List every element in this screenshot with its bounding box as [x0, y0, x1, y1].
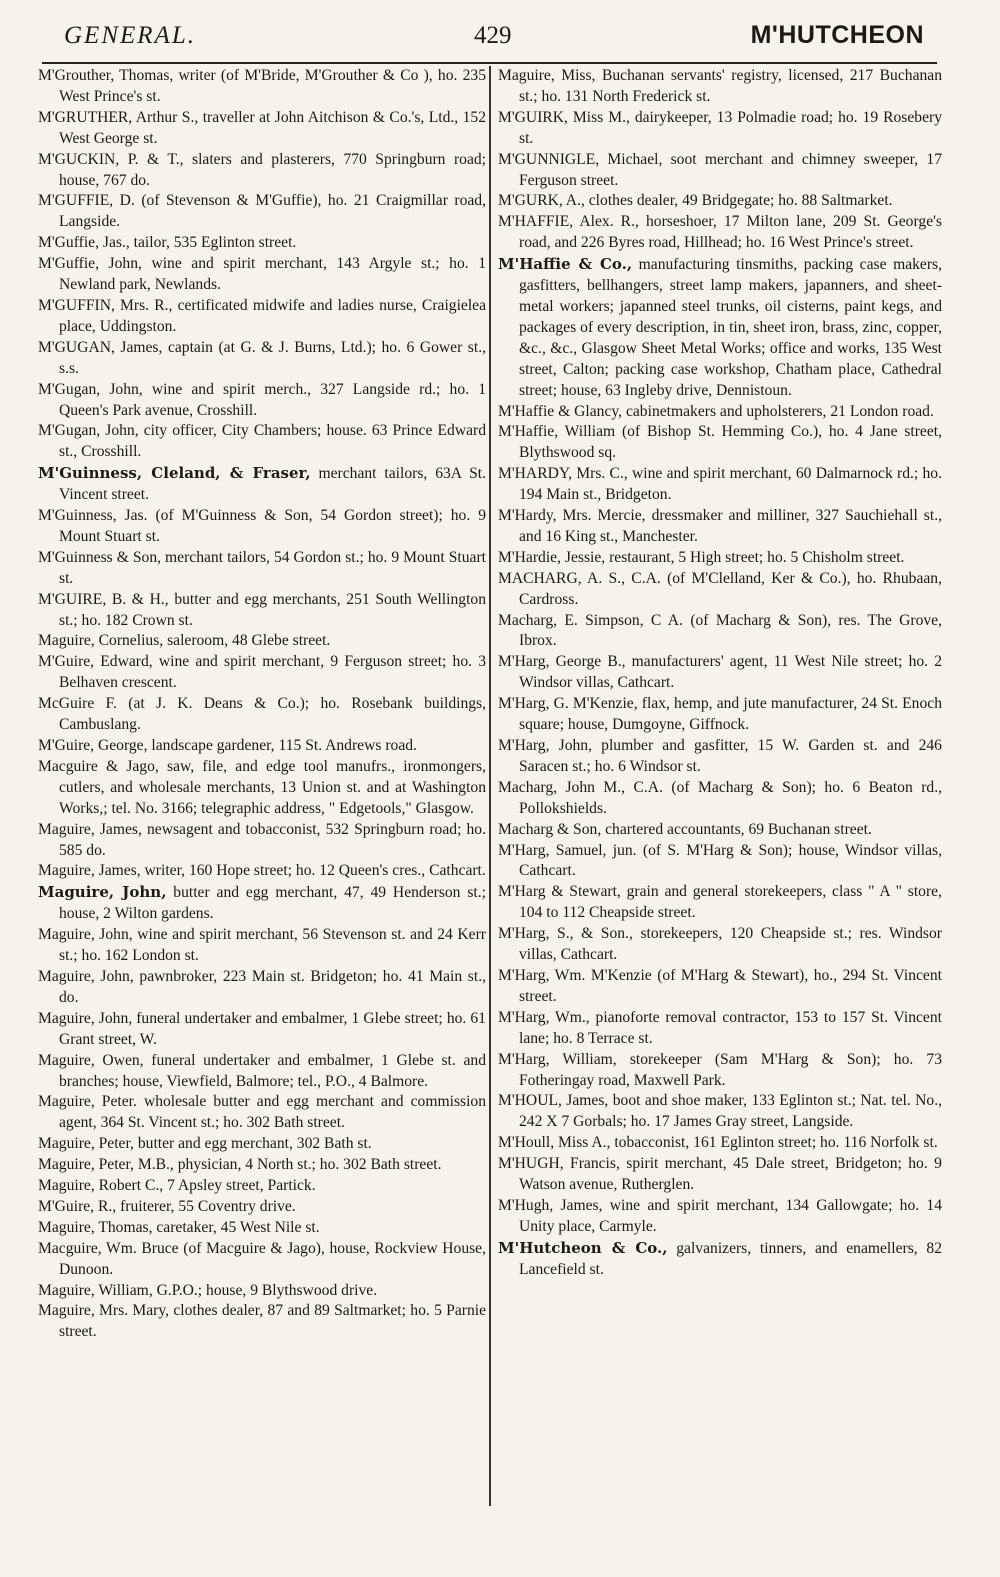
entry-name: Maguire, William,	[38, 1281, 153, 1299]
entry-name: Maguire, John,	[38, 1009, 133, 1027]
entry-details: clothes dealer, 49 Bridgegate; ho. 88 Saltmarket.	[588, 192, 893, 210]
column-divider	[489, 66, 491, 1506]
entry-details: caretaker, 45 West Nile st.	[156, 1218, 320, 1236]
directory-entry	[498, 548, 942, 569]
entry-name: Macharg, E. Simpson, C A.	[498, 611, 683, 629]
directory-entry	[498, 464, 942, 506]
entry-details: restaurant, 5 High street; ho. 5 Chisholm street.	[609, 548, 905, 566]
entry-name: Maguire, Thomas,	[38, 1218, 153, 1236]
section-title: GENERAL.	[64, 22, 196, 49]
left-column	[38, 66, 486, 1343]
directory-entry	[38, 1218, 486, 1239]
directory-entry	[38, 1176, 486, 1197]
entry-name: M'GUFFIE, D.	[38, 192, 135, 210]
entry-details: funeral undertaker and embalmer, 1 Glebe st. and branches; house, Viewfield, Balmore; tel., P.O., 4 Balmore.	[59, 1051, 486, 1090]
entry-details: galvanizers, tinners, and enamellers, 82 Lancefield st.	[519, 1239, 942, 1278]
entry-name: M'Haffie & Co.,	[498, 255, 633, 274]
directory-entry	[498, 736, 942, 778]
entry-details: slaters and plasterers, 770 Springburn road; house, 767 do.	[59, 150, 487, 189]
entry-name: M'Guinness & Son,	[38, 548, 162, 566]
entry-details: (of Bishop St. Hemming Co.), ho. 4 Jane street, Blythswood sq.	[519, 423, 942, 462]
entry-details: chartered accountants, 69 Buchanan street.	[605, 820, 872, 838]
directory-entry	[38, 191, 486, 233]
entry-name: M'Harg, Wm. M'Kenzie	[498, 966, 652, 984]
entry-name: Macharg, John M., C.A.	[498, 778, 663, 796]
entry-details: flax, hemp, and jute manufacturer, 24 St. Enoch square; house, Dumgoyne, Giffnock.	[519, 695, 942, 734]
entry-name: M'Harg, S., & Son.,	[498, 925, 633, 943]
directory-entry	[498, 402, 942, 423]
page-header	[54, 18, 924, 58]
entry-name: M'Harg, William,	[498, 1050, 617, 1068]
entry-details: (at J. K. Deans & Co.); ho. Rosebank buildings, Cambuslang.	[59, 695, 487, 734]
entry-details: wine and spirit merchant, 60 Dalmarnock rd.; ho. 194 Main st., Bridgeton.	[519, 465, 942, 504]
entry-name: Maguire, John,	[38, 883, 167, 902]
entry-details: butter and egg merchants, 251 South Wellington st.; ho. 182 Crown st.	[59, 590, 486, 629]
entry-details: landscape gardener, 115 St. Andrews road.	[151, 737, 417, 754]
entry-details: boot and shoe maker, 133 Eglinton st.; Nat. tel. No., 242 X 7 Gorbals; ho. 17 James Gray street, Langside.	[519, 1092, 942, 1131]
entry-details: wholesale butter and egg merchant and commission agent, 364 St. Vincent st.; ho. 302 Bath street.	[59, 1093, 487, 1132]
directory-entry	[38, 1239, 486, 1281]
entry-name: M'Hugh, James,	[498, 1196, 603, 1214]
entry-details: (of M'Guinness & Son, 54 Gordon street); ho. 9 Mount Stuart st.	[59, 507, 486, 545]
entry-name: M'Harg, Samuel, jun.	[498, 841, 637, 859]
directory-entry	[498, 108, 942, 150]
entry-name: M'Hardie, Jessie,	[498, 548, 606, 566]
entry-name: McGuire F.	[38, 695, 117, 713]
directory-entry	[38, 548, 486, 590]
directory-entry	[498, 150, 942, 192]
entry-name: Macguire & Jago,	[38, 757, 159, 775]
entry-details: Buchanan servants' registry, licensed, 217 Buchanan st.; ho. 131 North Frederick st.	[519, 67, 943, 105]
directory-entry	[38, 1009, 486, 1051]
entry-name: Maguire, Peter, M.B.,	[38, 1156, 174, 1174]
directory-entry	[38, 925, 486, 967]
entry-details: plumber and gasfitter, 15 W. Garden st. and 246 Saracen st.; ho. 6 Windsor st.	[519, 737, 942, 775]
right-column	[498, 66, 942, 1281]
entry-details: (of S. M'Harg & Son); house, Windsor villas, Cathcart.	[519, 841, 942, 880]
entry-details: funeral undertaker and embalmer, 1 Glebe street; ho. 61 Grant street, W.	[59, 1009, 486, 1048]
entry-details: captain (at G. & J. Burns, Ltd.); ho. 6 Gower st., s.s.	[59, 338, 486, 377]
directory-entry	[38, 757, 486, 820]
entry-name: M'Hardy, Mrs. Mercie,	[498, 507, 646, 525]
directory-entry	[38, 1281, 486, 1302]
entry-name: Macguire, Wm. Bruce	[38, 1239, 179, 1257]
entry-details: certificated midwife and ladies nurse, Craigielea place, Uddingston.	[59, 296, 486, 335]
directory-entry	[498, 254, 942, 401]
entry-details: manufacturing tinsmiths, packing case makers, gasfitters, bellhangers, street lamp makers, japanners, and sheet-metal workers; japanned steel trunks, oil cisterns, paint kegs, and packages of every description, in tin, sheet iron, brass, zinc, copper, &c., &c., Glasgow Sheet Metal Works; office and works, 135 West street, Calton; packing case workshop, Chatham place, Cathedral street; house, 63 Ingleby drive, Dennistoun.	[519, 256, 942, 399]
entry-details: soot merchant and chimney sweeper, 17 Ferguson street.	[519, 150, 942, 189]
directory-entry	[38, 296, 486, 338]
header-rule	[42, 62, 937, 64]
entry-name: M'Houll, Miss A.,	[498, 1134, 611, 1152]
directory-entry	[38, 254, 486, 296]
directory-entry	[498, 841, 942, 883]
entry-name: M'GUIRK, Miss M.,	[498, 108, 630, 126]
entry-details: grain and general storekeepers, class " A " store, 104 to 112 Cheapside street.	[519, 883, 942, 922]
directory-entry	[38, 820, 486, 862]
entry-name: M'GUIRE, B. & H.,	[38, 590, 169, 608]
directory-entry	[498, 506, 942, 548]
directory-entry	[498, 924, 942, 966]
entry-details: physician, 4 North st.; ho. 302 Bath street.	[177, 1156, 442, 1174]
entry-details: traveller at John Aitchison & Co.'s, Ltd., 152 West George st.	[59, 108, 486, 147]
entry-name: Maguire, Mrs. Mary,	[38, 1302, 170, 1320]
directory-entry	[498, 191, 942, 212]
entry-details: saw, file, and edge tool manufrs., ironmongers, cutlers, and wholesale merchants, 13 Union st. and at Washington Works,; tel. No. 3166; telegraphic address, " Edgetools," Glasgow.	[59, 757, 487, 817]
directory-entry	[38, 421, 486, 463]
entry-details: saleroom, 48 Glebe street.	[167, 632, 331, 650]
directory-entry	[38, 1092, 486, 1134]
entry-details: wine and spirit merchant, 56 Stevenson st. and 24 Kerr st.; ho. 162 London st.	[59, 926, 486, 965]
entry-name: M'Harg, John,	[498, 737, 592, 754]
entry-details: spirit merchant, 45 Dale street, Bridgeton; ho. 9 Watson avenue, Rutherglen.	[519, 1155, 942, 1194]
directory-entry	[38, 150, 486, 192]
entry-details: storekeeper (Sam M'Harg & Son); ho. 73 Fotheringay road, Maxwell Park.	[519, 1050, 943, 1089]
entry-details: storekeepers, 120 Cheapside st.; res. Windsor villas, Cathcart.	[519, 925, 942, 964]
entry-details: pawnbroker, 223 Main st. Bridgeton; ho. 41 Main st., do.	[59, 967, 486, 1006]
running-head: M'HUTCHEON	[750, 21, 924, 49]
entry-name: M'Guinness, Cleland, & Fraser,	[38, 464, 311, 483]
entry-details: cabinetmakers and upholsterers, 21 London road.	[625, 402, 934, 420]
entry-name: Maguire, Robert C.,	[38, 1177, 164, 1195]
entry-name: M'GRUTHER, Arthur S.,	[38, 108, 199, 126]
directory-entry	[38, 861, 486, 882]
entry-details: tobacconist, 161 Eglinton street; ho. 116 Norfolk st.	[614, 1134, 938, 1152]
entry-details: (of M'Clelland, Ker & Co.), ho. Rhubaan, Cardross.	[519, 569, 942, 608]
entry-name: Maguire, Miss,	[498, 67, 596, 84]
directory-entry	[38, 1134, 486, 1155]
entry-details: (of M'Harg & Stewart), ho., 294 St. Vincent street.	[519, 966, 942, 1005]
directory-entry	[38, 66, 486, 108]
directory-entry	[498, 778, 942, 820]
directory-entry	[498, 1238, 942, 1281]
entry-details: clothes dealer, 87 and 89 Saltmarket; ho. 5 Parnie street.	[59, 1302, 487, 1341]
entry-details: newsagent and tobacconist, 532 Springburn road; ho. 585 do.	[59, 820, 487, 859]
entry-details: manufacturers' agent, 11 West Nile street; ho. 2 Windsor villas, Cathcart.	[519, 653, 942, 692]
directory-entry	[498, 820, 942, 841]
directory-entry	[498, 1133, 942, 1154]
directory-entry	[38, 506, 486, 548]
entry-name: Maguire, John,	[38, 967, 134, 985]
directory-entry	[38, 590, 486, 632]
entry-name: M'Harg, G. M'Kenzie,	[498, 695, 638, 713]
entry-name: M'Guffie, John,	[38, 255, 142, 273]
entry-details: pianoforte removal contractor, 153 to 157 St. Vincent lane; ho. 8 Terrace st.	[519, 1008, 942, 1047]
entry-name: M'Guinness, Jas.	[38, 507, 148, 525]
entry-name: M'GUGAN, James,	[38, 338, 163, 356]
entry-name: M'HUGH, Francis,	[498, 1155, 620, 1173]
entry-name: M'Haffie, William	[498, 423, 616, 441]
directory-entry	[498, 422, 942, 464]
entry-details: wine and spirit merch., 327 Langside rd.; ho. 1 Queen's Park avenue, Crosshill.	[59, 380, 487, 419]
entry-name: M'GUFFIN, Mrs. R.,	[38, 296, 173, 314]
entry-name: M'Guire, George,	[38, 737, 148, 754]
entry-details: merchant tailors, 54 Gordon st.; ho. 9 Mount Stuart st.	[59, 548, 486, 587]
directory-entry	[498, 1091, 942, 1133]
entry-details: butter and egg merchant, 302 Bath st.	[137, 1135, 372, 1153]
entry-name: M'GUNNIGLE, Michael,	[498, 150, 663, 168]
entry-name: M'HOUL, James,	[498, 1092, 609, 1110]
entry-name: Maguire, James,	[38, 862, 141, 880]
entry-details: fruiterer, 55 Coventry drive.	[120, 1197, 296, 1215]
entry-name: M'HARDY, Mrs. C.,	[498, 465, 628, 483]
directory-entry	[38, 694, 486, 736]
directory-entry	[498, 66, 942, 108]
directory-entry	[498, 611, 942, 653]
entry-name: Maguire, John,	[38, 926, 133, 944]
entry-details: writer, 160 Hope street; ho. 12 Queen's cres., Cathcart.	[144, 862, 486, 880]
directory-entry	[38, 631, 486, 652]
entry-details: wine and spirit merchant, 143 Argyle st.; ho. 1 Newland park, Newlands.	[59, 255, 487, 294]
entry-name: M'HAFFIE, Alex. R.,	[498, 213, 639, 231]
entry-details: G.P.O.; house, 9 Blythswood drive.	[156, 1281, 378, 1299]
entry-name: Maguire, Peter,	[38, 1135, 134, 1153]
entry-name: M'Hutcheon & Co.,	[498, 1238, 668, 1257]
entry-name: M'Harg, George B.,	[498, 653, 626, 671]
entry-details: tailor, 535 Eglinton street.	[133, 234, 297, 252]
directory-entry	[498, 966, 942, 1008]
entry-details: (of Macharg & Son), res. The Grove, Ibrox.	[519, 611, 942, 650]
entry-details: merchant tailors, 63A St. Vincent street.	[59, 465, 487, 504]
entry-details: 7 Apsley street, Partick.	[167, 1177, 316, 1195]
entry-name: Maguire, Cornelius,	[38, 632, 164, 650]
entry-name: M'Guire, R.,	[38, 1197, 117, 1215]
directory-entry	[498, 652, 942, 694]
directory-entry	[498, 1050, 942, 1092]
directory-entry	[38, 736, 486, 757]
entry-name: M'Gugan, John,	[38, 422, 139, 440]
entry-details: dressmaker and milliner, 327 Sauchiehall st., and 16 King st., Manchester.	[519, 507, 942, 545]
directory-entry	[498, 1154, 942, 1196]
entry-name: M'Harg, Wm.,	[498, 1008, 590, 1026]
entry-details: wine and spirit merchant, 134 Gallowgate; ho. 14 Unity place, Carmyle.	[519, 1196, 942, 1235]
directory-entry	[498, 882, 942, 924]
entry-name: Maguire, James,	[38, 820, 142, 838]
entry-name: Macharg & Son,	[498, 820, 602, 838]
directory-entry	[498, 212, 942, 254]
directory-entry	[38, 108, 486, 150]
entry-details: dairykeeper, 13 Polmadie road; ho. 19 Rosebery st.	[519, 108, 942, 147]
directory-entry	[38, 233, 486, 254]
entry-name: M'Gugan, John,	[38, 380, 143, 398]
entry-name: Maguire, Peter.	[38, 1093, 137, 1111]
entry-name: M'Guire, Edward,	[38, 653, 153, 671]
entry-details: wine and spirit merchant, 9 Ferguson street; ho. 3 Belhaven crescent.	[59, 653, 486, 692]
entry-name: M'Grouther, Thomas,	[38, 67, 174, 84]
entry-details: city officer, City Chambers; house. 63 Prince Edward st., Crosshill.	[59, 422, 486, 461]
directory-entry	[38, 1301, 486, 1343]
entry-details: (of Macharg & Son); ho. 6 Beaton rd., Pollokshields.	[519, 778, 942, 817]
entry-name: Maguire, Owen,	[38, 1051, 144, 1069]
entry-name: M'GUCKIN, P. & T.,	[38, 150, 184, 168]
page-number: 429	[474, 22, 512, 49]
entry-name: M'Harg & Stewart,	[498, 883, 621, 901]
directory-entry	[498, 569, 942, 611]
entry-name: MACHARG, A. S., C.A.	[498, 569, 661, 587]
directory-entry	[498, 1008, 942, 1050]
directory-entry	[38, 1197, 486, 1218]
directory-entry	[38, 338, 486, 380]
entry-details: horseshoer, 17 Milton lane, 209 St. George's road, and 226 Byres road, Hillhead; ho. 16 West Prince's street.	[519, 213, 942, 252]
directory-entry	[38, 652, 486, 694]
directory-entry	[38, 1155, 486, 1176]
entry-name: M'Haffie & Glancy,	[498, 402, 623, 420]
directory-entry	[38, 882, 486, 925]
entry-details: (of Macguire & Jago), house, Rockview House, Dunoon.	[59, 1239, 487, 1278]
entry-name: M'GURK, A.,	[498, 192, 585, 210]
directory-entry	[38, 1051, 486, 1093]
entry-details: writer (of M'Bride, M'Grouther & Co ), ho. 235 West Prince's st.	[59, 67, 486, 105]
entry-details: (of Stevenson & M'Guffie), ho. 21 Craigmillar road, Langside.	[59, 192, 486, 231]
entry-name: M'Guffie, Jas.,	[38, 234, 130, 252]
directory-entry	[498, 694, 942, 736]
directory-entry	[38, 967, 486, 1009]
directory-entry	[38, 463, 486, 506]
directory-entry	[38, 380, 486, 422]
directory-entry	[498, 1196, 942, 1238]
entry-details: butter and egg merchant, 47, 49 Henderson st.; house, 2 Wilton gardens.	[59, 884, 486, 923]
